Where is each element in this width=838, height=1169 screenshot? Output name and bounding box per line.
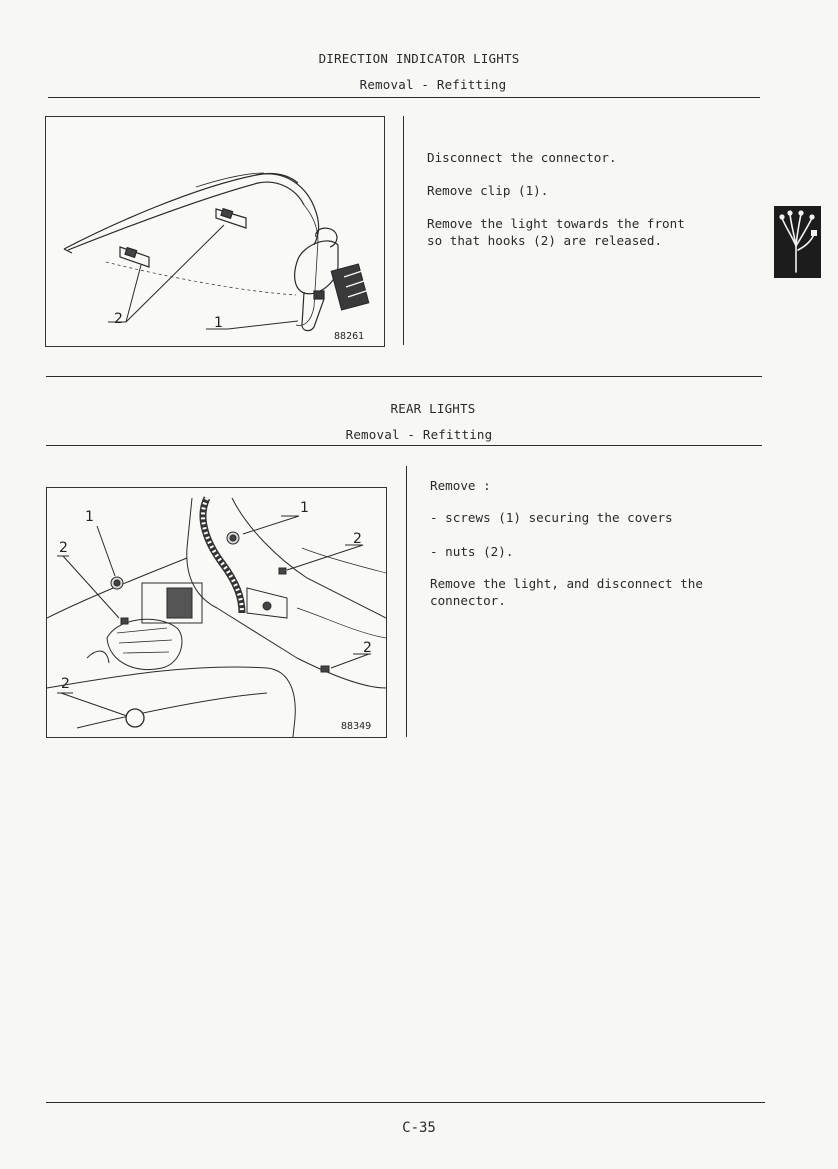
rear-light-figure <box>46 487 387 738</box>
section2-header-rule <box>46 445 762 446</box>
section2-subtitle: Removal - Refitting <box>345 427 493 442</box>
step-disconnect-connector: Disconnect the connector. <box>427 150 617 165</box>
callout-1: 1 <box>214 315 223 331</box>
step-nuts: - nuts (2). <box>430 544 514 559</box>
step-remove-clip: Remove clip (1). <box>427 183 549 198</box>
wiring-harness-icon <box>774 206 821 278</box>
indicator-light-right <box>216 209 246 228</box>
rear-light-drawing <box>47 488 386 737</box>
connector-clip <box>295 228 372 331</box>
section-thumb-tab <box>774 206 821 278</box>
figure-number: 88349 <box>341 721 372 732</box>
wiring-harness <box>203 498 242 613</box>
indicator-light-figure <box>45 116 385 347</box>
callout-2-upper-left: 2 <box>59 540 68 556</box>
section2-column-divider <box>406 466 407 737</box>
section1-title: DIRECTION INDICATOR LIGHTS <box>318 51 520 66</box>
footer-rule <box>46 1102 765 1103</box>
step-remove-light-line2: connector. <box>430 593 506 608</box>
step-remove-light-line2: so that hooks (2) are released. <box>427 233 663 248</box>
section1-header-rule <box>48 97 760 98</box>
lamp-unit <box>87 583 287 670</box>
step-screws: - screws (1) securing the covers <box>430 510 673 525</box>
callout-1-right: 1 <box>300 500 309 516</box>
section1-subtitle: Removal - Refitting <box>359 77 507 92</box>
section1-column-divider <box>403 116 404 345</box>
step-remove-heading: Remove : <box>430 478 491 493</box>
indicator-light-left <box>120 247 149 267</box>
step-remove-light-line1: Remove the light, and disconnect the <box>430 576 703 591</box>
step-remove-light-line1: Remove the light towards the front <box>427 216 685 231</box>
figure-number: 88261 <box>334 331 365 342</box>
section-separator-rule <box>46 376 762 377</box>
callout-2-upper-right: 2 <box>353 531 362 547</box>
callout-2: 2 <box>114 311 123 327</box>
callout-2-lower-right: 2 <box>363 640 372 656</box>
callout-2-lower-left: 2 <box>61 676 70 692</box>
callout-1-left: 1 <box>85 509 94 525</box>
page-number: C-35 <box>402 1120 436 1136</box>
indicator-light-drawing <box>46 117 384 346</box>
section2-title: REAR LIGHTS <box>390 401 476 416</box>
